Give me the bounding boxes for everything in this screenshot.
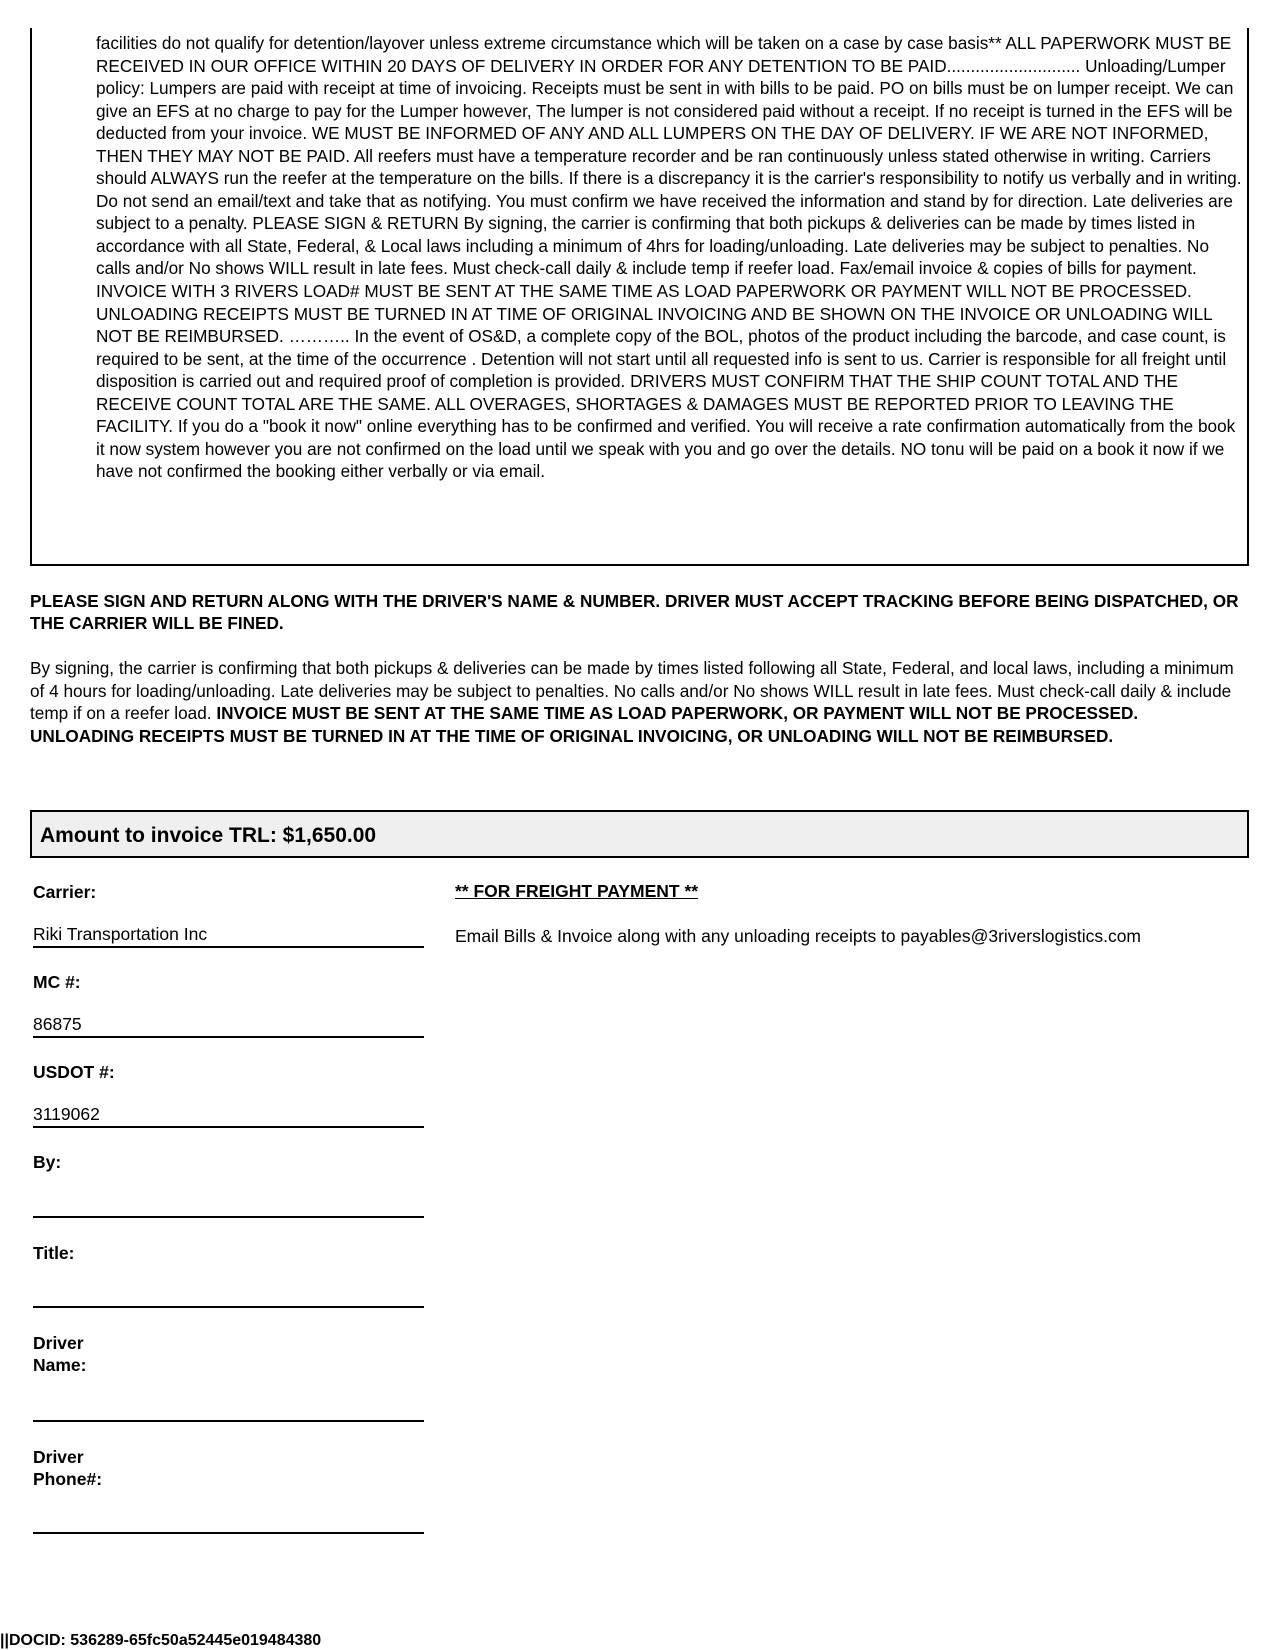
by-signature-line[interactable] xyxy=(33,1216,424,1218)
carrier-field-line[interactable] xyxy=(33,946,424,948)
carrier-value: Riki Transportation Inc xyxy=(33,924,208,944)
carrier-label: Carrier: xyxy=(33,882,97,902)
signing-terms-paragraph xyxy=(30,657,1245,747)
mc-value: 86875 xyxy=(33,1014,82,1034)
title-field-line[interactable] xyxy=(33,1306,424,1308)
driver-name-label-line-1: Driver xyxy=(33,1333,84,1353)
driver-phone-label xyxy=(33,1446,102,1490)
sign-return-notice: PLEASE SIGN AND RETURN ALONG WITH THE DRIVER'S NAME & NUMBER. DRIVER MUST ACCEPT TRACKING BEFORE BEING DISPATCHED, OR THE CARRIER WILL BE FINED. xyxy=(30,591,1239,633)
usdot-value: 3119062 xyxy=(33,1104,100,1124)
driver-name-label xyxy=(33,1332,87,1376)
signing-terms-bold: INVOICE MUST BE SENT AT THE SAME TIME AS LOAD PAPERWORK, OR PAYMENT WILL NOT BE PROCESSED. UNLOADING RECEIPTS MUST BE TURNED IN AT THE TIME OF ORIGINAL INVOICING, OR UNLOADING WILL NOT BE REIMBURSED. xyxy=(30,703,1139,746)
signing-terms-normal: By signing, the carrier is confirming that both pickups & deliveries can be made by times listed following all State, Federal, and local laws, including a minimum of 4 hours for loading/unloading. Late deliveries may be subject to penalties. No calls and/or No shows WILL result in late fees. Must check-call daily & include temp if on a reefer load. xyxy=(30,658,1234,723)
mc-label: MC #: xyxy=(33,972,81,992)
mc-field-line[interactable] xyxy=(33,1036,424,1038)
terms-text: facilities do not qualify for detention/layover unless extreme circumstance which will be taken on a case by case basis** ALL PAPERWORK MUST BE RECEIVED IN OUR OFFICE WITHIN 20 DAYS OF DELIVERY IN ORDER FOR ANY DETENTION TO BE PAID............................ Unloading/Lumper policy: Lumpers are paid with receipt at time of invoicing. Receipts must be sent in with bills to be paid. PO on bills must be on lumper receipt. We can give an EFS at no charge to pay for the Lumper however, The lumper is not considered paid without a receipt. If no receipt is turned in the EFS will be deducted from your invoice. WE MUST BE INFORMED OF ANY AND ALL LUMPERS ON THE DAY OF DELIVERY. IF WE ARE NOT INFORMED, THEN THEY MAY NOT BE PAID. All reefers must have a temperature recorder and be ran continuously unless stated otherwise in writing. Carriers should ALWAYS run the reefer at the temperature on the bills. If there is a discrepancy it is the carrier's responsibility to notify us verbally and in writing. Do not send an email/text and take that as notifying. You must confirm we have received the information and stand by for direction. Late deliveries are subject to a penalty. PLEASE SIGN & RETURN By signing, the carrier is confirming that both pickups & deliveries can be made by times listed in accordance with all State, Federal, & Local laws including a minimum of 4hrs for loading/unloading. Late deliveries may be subject to penalties. No calls and/or No shows WILL result in late fees. Must check-call daily & include temp if reefer load. Fax/email invoice & copies of bills for payment. INVOICE WITH 3 RIVERS LOAD# MUST BE SENT AT THE SAME TIME AS LOAD PAPERWORK OR PAYMENT WILL NOT BE PROCESSED. UNLOADING RECEIPTS MUST BE TURNED IN AT TIME OF ORIGINAL INVOICING AND BE SHOWN ON THE INVOICE OR UNLOADING WILL NOT BE REIMBURSED. ……….. In the event of OS&D, a complete copy of the BOL, photos of the product including the barcode, and case count, is required to be sent, at the time of the occurrence . Detention will not start until all requested info is sent to us. Carrier is responsible for all freight until disposition is carried out and required proof of completion is provided. DRIVERS MUST CONFIRM THAT THE SHIP COUNT TOTAL AND THE RECEIVE COUNT TOTAL ARE THE SAME. ALL OVERAGES, SHORTAGES & DAMAGES MUST BE REPORTED PRIOR TO LEAVING THE FACILITY. If you do a "book it now" online everything has to be confirmed and verified. You will receive a rate confirmation automatically from the book it now system however you are not confirmed on the load until we speak with you and go over the details. NO tonu will be paid on a book it now if we have not confirmed the booking either verbally or via email. xyxy=(96,33,1242,482)
usdot-field-line[interactable] xyxy=(33,1126,424,1128)
driver-name-label-line-2: Name: xyxy=(33,1355,87,1375)
driver-phone-field-line[interactable] xyxy=(33,1532,424,1534)
doc-id: ||DOCID: 536289-65fc50a52445e019484380 xyxy=(0,1632,322,1649)
by-label: By: xyxy=(33,1152,62,1172)
driver-phone-label-line-2: Phone#: xyxy=(33,1469,103,1489)
title-label: Title: xyxy=(33,1243,75,1263)
usdot-label: USDOT #: xyxy=(33,1062,115,1082)
freight-payment-title: ** FOR FREIGHT PAYMENT ** xyxy=(455,881,699,901)
driver-name-field-line[interactable] xyxy=(33,1420,424,1422)
amount-to-invoice: Amount to invoice TRL: $1,650.00 xyxy=(40,824,377,847)
amount-box xyxy=(30,810,1249,858)
freight-payment-instructions: Email Bills & Invoice along with any unloading receipts to payables@3riverslogistics.com xyxy=(455,926,1142,946)
driver-phone-label-line-1: Driver xyxy=(33,1447,84,1467)
